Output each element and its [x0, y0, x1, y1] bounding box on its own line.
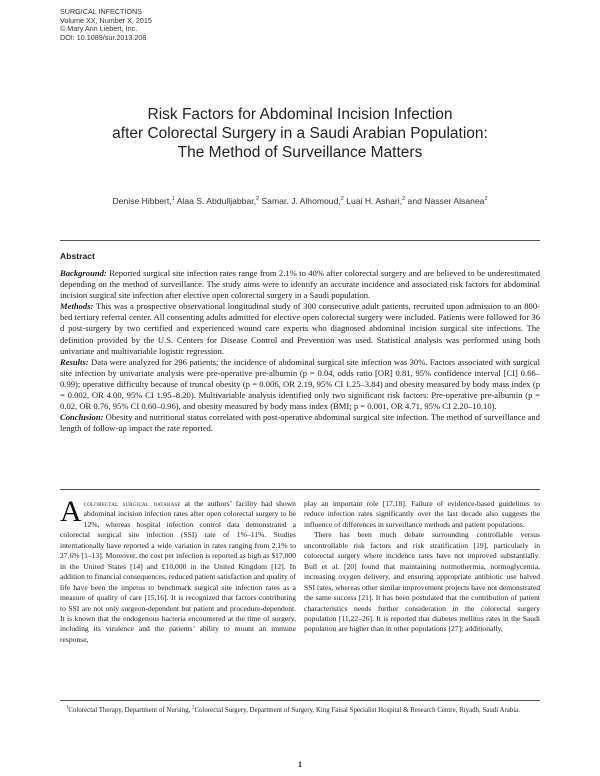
abstract-heading: Abstract	[60, 251, 95, 261]
abstract-background	[60, 268, 540, 301]
footnote-affiliation-2: Colorectal Surgery, Department of Surgery, King Faisal Specialist Hospital & Research Centre, Riyadh, Saudi Arabia.	[194, 707, 520, 714]
methods-label: Methods:	[60, 301, 94, 312]
title-line-3: The Method of Surveillance Matters	[177, 144, 423, 161]
footnote-affiliation-1: Colorectal Therapy, Department of Nursing,	[68, 707, 193, 714]
author-list	[40, 196, 560, 206]
title-line-2: after Colorectal Surgery in a Saudi Arabian Population:	[112, 125, 488, 142]
intro-paragraph-1-text: at the authors’ facility had shown abdominal incision infection rates after open colorectal surgery to be 12%, whereas hospital infection control data demonstrated a colorectal surgical site infection (SSI) rate of 1%–11%. Studies internationally have reported a wide variation in rates ranging from 2.1% to 27.6% [1–13]. Moreover, the cost per infection is reported as high as $17,000 in the United States [14] and £10,000 in the United Kingdom [12]. In addition to financial consequences, reduced patient satisfaction and quality of life have been the impetus to benchmark surgical site infection rates as a measure of quality of care [15,16]. It is recognized that factors contributing to SSI are not only surgeon-dependent but patient and procedure-dependent. It is known that the endogenous bacteria encountered at the time of surgery, including its virulence and the patients’ ability to mount an immune response,	[60, 499, 296, 644]
author-affiliation: 1	[171, 196, 175, 203]
body-column-right	[304, 499, 540, 635]
author-affiliation: 2	[340, 196, 344, 203]
journal-doi: DOI: 10.1089/sur.2013.208	[60, 32, 147, 42]
intro-paragraph-1-continued: play an important role [17,18]. Failure of evidence-based guidelines to reduce infection rates significantly over the last decade also suggests the influence of differences in surveillance methods and patient populations.	[304, 499, 540, 529]
author-affiliation: 2	[402, 196, 406, 203]
author-affiliation: 2	[484, 196, 488, 203]
intro-paragraph-2: There has been much debate surrounding controllable versus uncontrollable risk factors and risk stratification [19], particularly in colorectal surgery where incidence rates have not improved substantially. Bull et al. [20] found that maintaining normothermia, normoglycemia, increasing oxygen delivery, and ensuring appropriate antibiotic use halved SSI rates, whereas other similar improvement projects have not demonstrated the same success [21]. It has been postulated that the contribution of patient characteristics needs further consideration in the colorectal surgery population [11,22–26]. It is reported that diabetes mellitus rates in the Saudi population are higher than in other populations [27]; additionally,	[304, 530, 540, 634]
conclusion-text: Obesity and nutritional status correlated with post-operative abdominal surgical site infection. The method of surveillance and length of follow-up impact the rate reported.	[60, 412, 540, 434]
article-title	[40, 105, 560, 162]
background-label: Background:	[60, 268, 107, 278]
abstract-methods	[60, 301, 540, 356]
author-name: Alaa S. Abdulljabbar,	[176, 196, 256, 206]
abstract-bottom-divider	[60, 489, 540, 490]
drop-cap: A	[60, 495, 82, 528]
results-label: Results:	[60, 356, 89, 367]
journal-header	[60, 8, 152, 42]
methods-text: This was a prospective observational longitudinal study of 300 consecutive adult patients, recruited upon admission to an 800-bed tertiary referral center. All consenting adults admitted for elective open colorectal surgery were included. Patients were followed for 36 d post-surgery by two certified and experienced wound care experts who diagnosed abdominal incision surgical site infections. The definition provided by the U.S. Centers for Disease Control and Prevention was used. Statistical analysis was performed using both univariate and multivariable logistic regression.	[60, 301, 540, 356]
abstract-top-divider	[60, 240, 540, 241]
body-column-left	[60, 495, 296, 645]
abstract-results	[60, 357, 540, 412]
footnote-marker: 2	[192, 705, 195, 711]
abstract-body	[60, 268, 540, 434]
lead-in-smallcaps: colorectal surgical database	[83, 499, 181, 508]
results-text: Data were analyzed for 296 patients; the incidence of abdominal surgical site infection was 30%. Factors associated with surgical site infection by univariate analysis were pre-operative pre-albumin (p = 0.04, odds ratio [OR] 0.81, 95% confidence interval [CI] 0.66–0.99); operative difficulty because of truncal obesity (p = 0.006, OR 2.19, 95% CI 1.25–3.84) and obesity measured by body mass index (p = 0.002, OR 4.00, 95% CI 1.95–8.20). Multivariable analysis identified only two significant risk factors: Pre-operative pre-albumin (p = 0.02, OR 0.76, 95% CI 0.60–0.96), and obesity measured by body mass index (BMI; p = 0.001, OR 4.71, 95% CI 2.20–10.10).	[60, 356, 540, 412]
title-line-1: Risk Factors for Abdominal Incision Infection	[147, 106, 453, 123]
author-affiliation: 2	[256, 196, 260, 203]
background-text: Reported surgical site infection rates range from 2.1% to 40% after colorectal surgery and are believed to be underestimated depending on the method of surveillance. The study aims were to identify an accurate incidence and associated risk factors for abdominal incision surgical site infection after elective open colorectal surgery in a Saudi population.	[60, 268, 540, 301]
affiliation-footnote	[60, 706, 540, 715]
page-number: 1	[298, 760, 302, 769]
journal-volume: Volume XX, Number X, 2015	[60, 15, 152, 25]
footnote-marker: 1	[66, 705, 69, 711]
abstract-conclusion	[60, 412, 540, 434]
journal-copyright: © Mary Ann Liebert, Inc.	[60, 24, 138, 34]
intro-paragraph-1	[60, 495, 296, 645]
journal-name: SURGICAL INFECTIONS	[60, 7, 142, 16]
author-name: Denise Hibbert,	[112, 196, 172, 206]
author-name: and Nasser Alsanea	[407, 196, 485, 206]
conclusion-label: Conclusion:	[60, 412, 104, 423]
author-name: Luai H. Ashari,	[346, 196, 403, 206]
footnote-divider	[60, 700, 540, 701]
author-name: Samar. J. Alhomoud,	[261, 196, 341, 206]
